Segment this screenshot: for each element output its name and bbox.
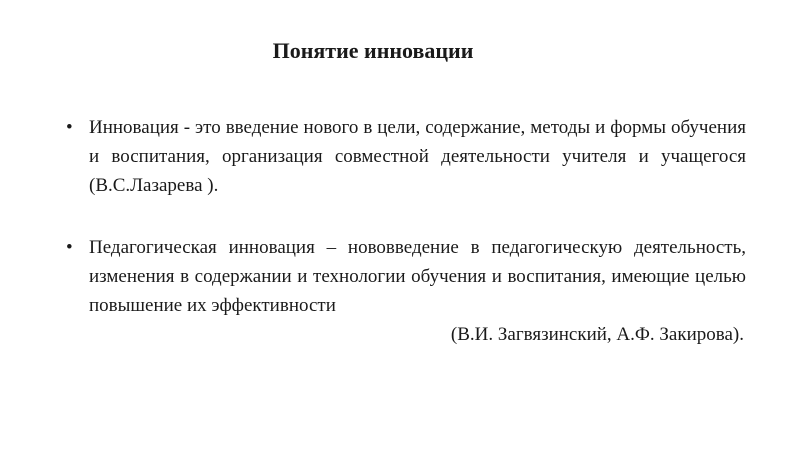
bullet-list xyxy=(66,113,746,349)
attribution-text: (В.И. Загвязинский, А.Ф. Закирова). xyxy=(450,324,744,345)
bullet-dot-icon: • xyxy=(66,117,73,138)
slide-title: Понятие инновации xyxy=(272,38,474,63)
bullet-dot-icon: • xyxy=(66,237,73,258)
definition-text: Педагогическая инновация – нововведение в педагогическую деятельность, изменения в содержании и технологии обучения и воспитания, имеющие целью повышение их эффективности xyxy=(89,237,746,316)
list-item xyxy=(66,113,746,200)
definition-text: Инновация - это введение нового в цели, содержание, методы и формы обучения и воспитания, организация совместной деятельности учителя и учащегося (В.С.Лазарева ). xyxy=(89,117,746,196)
list-item xyxy=(66,233,746,349)
